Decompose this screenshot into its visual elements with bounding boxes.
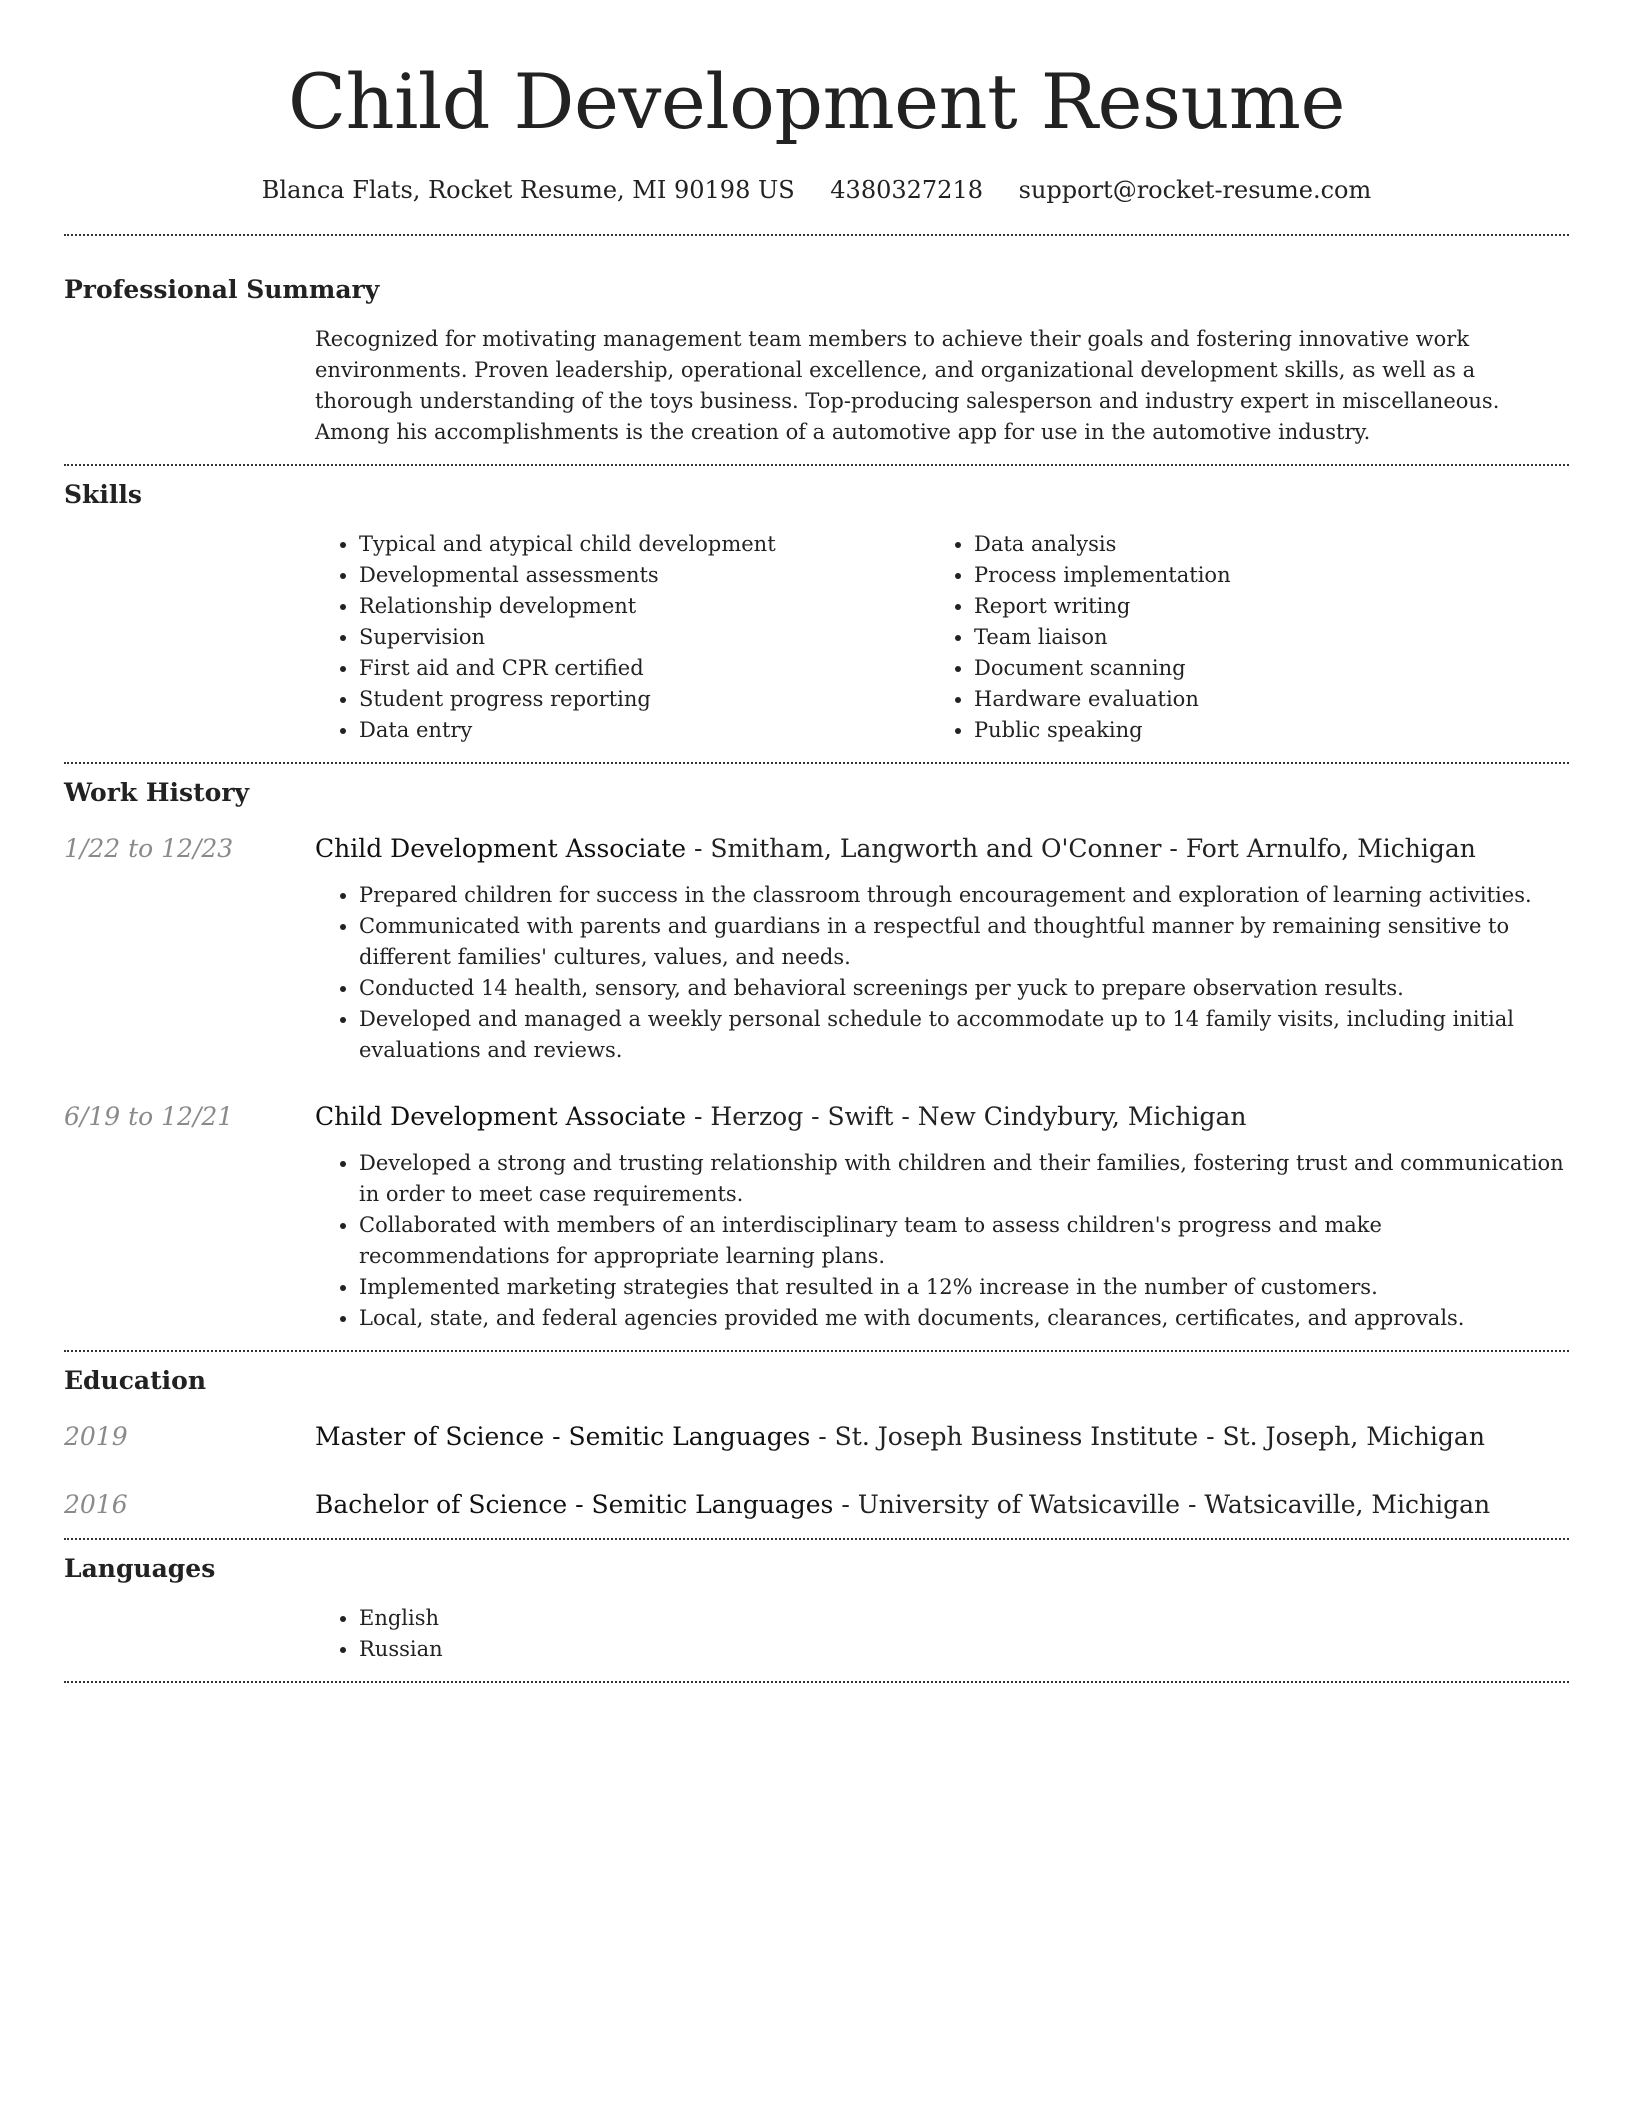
skills-title: Skills — [64, 480, 142, 509]
resume-name: Child Development Resume — [288, 57, 1345, 146]
contact-address: Blanca Flats, Rocket Resume, MI 90198 US — [261, 176, 795, 204]
job-bullets — [315, 1148, 1569, 1334]
job-details — [315, 880, 1569, 1066]
work-title: Work History — [64, 778, 250, 807]
job-bullet: • Collaborated with members of an interdisciplinary team to assess children's progress and make recommendations for appropriate learning plans. — [359, 1210, 1569, 1272]
skill-item: • First aid and CPR certified — [359, 653, 930, 684]
education-year: 2016 — [64, 1490, 128, 1519]
languages-title: Languages — [64, 1554, 216, 1583]
skill-item: • Hardware evaluation — [974, 684, 1545, 715]
job-bullet: • Communicated with parents and guardians in a respectful and thoughtful manner by remaining sensitive to different families' cultures, values, and needs. — [359, 911, 1569, 973]
job-heading — [64, 1100, 1569, 1134]
skill-item: • Public speaking — [974, 715, 1545, 746]
languages-section — [64, 1540, 1569, 1681]
language-item: • English — [359, 1603, 1569, 1634]
education-entry — [64, 1488, 1569, 1522]
job-dates: 1/22 to 12/23 — [64, 834, 234, 863]
skills-list-right — [930, 529, 1545, 746]
summary-section — [64, 236, 1569, 464]
education-degree: Master of Science - Semitic Languages — [315, 1422, 811, 1451]
job-title — [315, 832, 1476, 866]
skill-item: • Report writing — [974, 591, 1545, 622]
job-role: Child Development Associate — [315, 834, 687, 863]
education-title-line — [315, 1420, 1485, 1454]
skill-item: • Student progress reporting — [359, 684, 930, 715]
job-details — [315, 1148, 1569, 1350]
skills-list-left — [315, 529, 930, 746]
languages-content — [315, 1603, 1569, 1681]
skills-section — [64, 466, 1569, 762]
skills-column-left — [315, 529, 930, 746]
education-school: - University of Watsicaville - Watsicaville, Michigan — [833, 1490, 1491, 1519]
job-bullet: • Conducted 14 health, sensory, and behavioral screenings per yuck to prepare observation results. — [359, 973, 1569, 1004]
job-bullet: • Local, state, and federal agencies provided me with documents, clearances, certificates, and approvals. — [359, 1303, 1569, 1334]
education-entry — [64, 1420, 1569, 1454]
education-degree: Bachelor of Science - Semitic Languages — [315, 1490, 834, 1519]
summary-title: Professional Summary — [64, 275, 380, 304]
job-title — [315, 1100, 1247, 1134]
skill-item: • Process implementation — [974, 560, 1545, 591]
education-school: - St. Joseph Business Institute - St. Joseph, Michigan — [810, 1422, 1485, 1451]
contact-phone: 4380327218 — [830, 176, 983, 204]
skill-item: • Data analysis — [974, 529, 1545, 560]
education-title-line — [315, 1488, 1490, 1522]
languages-list — [315, 1603, 1569, 1665]
job-bullet: • Implemented marketing strategies that resulted in a 12% increase in the number of customers. — [359, 1272, 1569, 1303]
job-bullets — [315, 880, 1569, 1066]
skill-item: • Supervision — [359, 622, 930, 653]
job-heading — [64, 832, 1569, 866]
skill-item: • Team liaison — [974, 622, 1545, 653]
skills-column-right — [930, 529, 1545, 746]
skill-item: • Developmental assessments — [359, 560, 930, 591]
job-bullet: • Developed and managed a weekly personal schedule to accommodate up to 14 family visits, including initial evaluations and reviews. — [359, 1004, 1569, 1066]
job-bullet: • Developed a strong and trusting relationship with children and their families, fostering trust and communication in order to meet case requirements. — [359, 1148, 1569, 1210]
work-section — [64, 764, 1569, 1350]
skill-item: • Data entry — [359, 715, 930, 746]
divider — [64, 1681, 1569, 1683]
contact-line — [64, 174, 1569, 206]
skill-item: • Relationship development — [359, 591, 930, 622]
job-dates: 6/19 to 12/21 — [64, 1102, 234, 1131]
education-year: 2019 — [64, 1422, 128, 1451]
job-entry — [64, 832, 1569, 1066]
summary-text: Recognized for motivating management team members to achieve their goals and fostering innovative work environments. Proven leadership, operational excellence, and organizational development skills, as well as a thorough understanding of the toys business. Top-producing salesperson and industry expert in miscellaneous. Among his accomplishments is the creation of a automotive app for use in the automotive industry. — [315, 327, 1500, 444]
job-employer: - Herzog - Swift - New Cindybury, Michigan — [686, 1102, 1247, 1131]
job-entry — [64, 1100, 1569, 1350]
resume-page — [64, 0, 1569, 1683]
job-role: Child Development Associate — [315, 1102, 687, 1131]
resume-header — [64, 0, 1569, 206]
skill-item: • Typical and atypical child development — [359, 529, 930, 560]
education-section — [64, 1352, 1569, 1538]
job-bullet: • Prepared children for success in the classroom through encouragement and exploration of learning activities. — [359, 880, 1569, 911]
skill-item: • Document scanning — [974, 653, 1545, 684]
skills-grid — [315, 529, 1569, 762]
job-employer: - Smitham, Langworth and O'Conner - Fort Arnulfo, Michigan — [686, 834, 1476, 863]
language-item: • Russian — [359, 1634, 1569, 1665]
education-title: Education — [64, 1366, 207, 1395]
contact-email: support@rocket-resume.com — [1018, 176, 1372, 204]
